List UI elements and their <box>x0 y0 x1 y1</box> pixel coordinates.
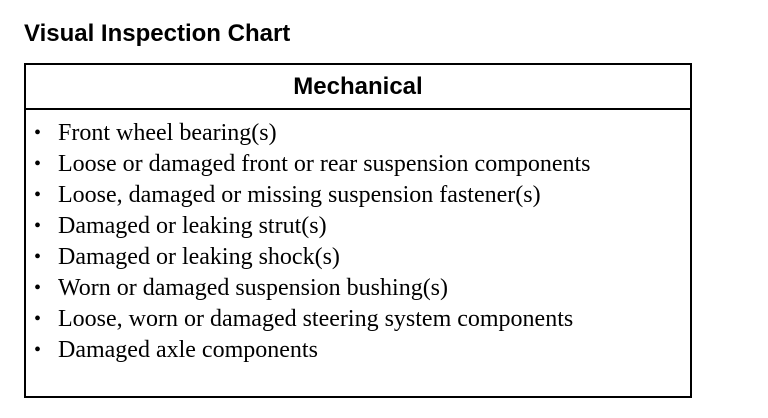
list-item-text: Loose, damaged or missing suspension fastener(s) <box>58 182 541 208</box>
list-item-text: Front wheel bearing(s) <box>58 120 277 146</box>
list-item <box>26 242 690 273</box>
list-item-text: Loose or damaged front or rear suspension components <box>58 151 591 177</box>
page-title: Visual Inspection Chart <box>24 20 291 47</box>
bullet-icon: • <box>34 153 42 175</box>
list-item <box>26 304 690 335</box>
list-item <box>26 211 690 242</box>
bullet-icon: • <box>34 308 42 330</box>
bullet-icon: • <box>34 246 42 268</box>
bullet-icon: • <box>34 277 42 299</box>
inspection-list <box>26 110 690 366</box>
bullet-icon: • <box>34 122 42 144</box>
list-item-text: Worn or damaged suspension bushing(s) <box>58 275 449 301</box>
list-item-text: Damaged axle components <box>58 337 318 363</box>
inspection-table <box>24 63 692 398</box>
list-item-text: Damaged or leaking shock(s) <box>58 244 340 270</box>
list-item <box>26 273 690 304</box>
list-item <box>26 149 690 180</box>
bullet-icon: • <box>34 339 42 361</box>
list-item <box>26 335 690 366</box>
list-item <box>26 118 690 149</box>
bullet-icon: • <box>34 215 42 237</box>
list-item-text: Damaged or leaking strut(s) <box>58 213 327 239</box>
list-item <box>26 180 690 211</box>
table-header: Mechanical <box>26 65 690 110</box>
bullet-icon: • <box>34 184 42 206</box>
list-item-text: Loose, worn or damaged steering system components <box>58 306 574 332</box>
